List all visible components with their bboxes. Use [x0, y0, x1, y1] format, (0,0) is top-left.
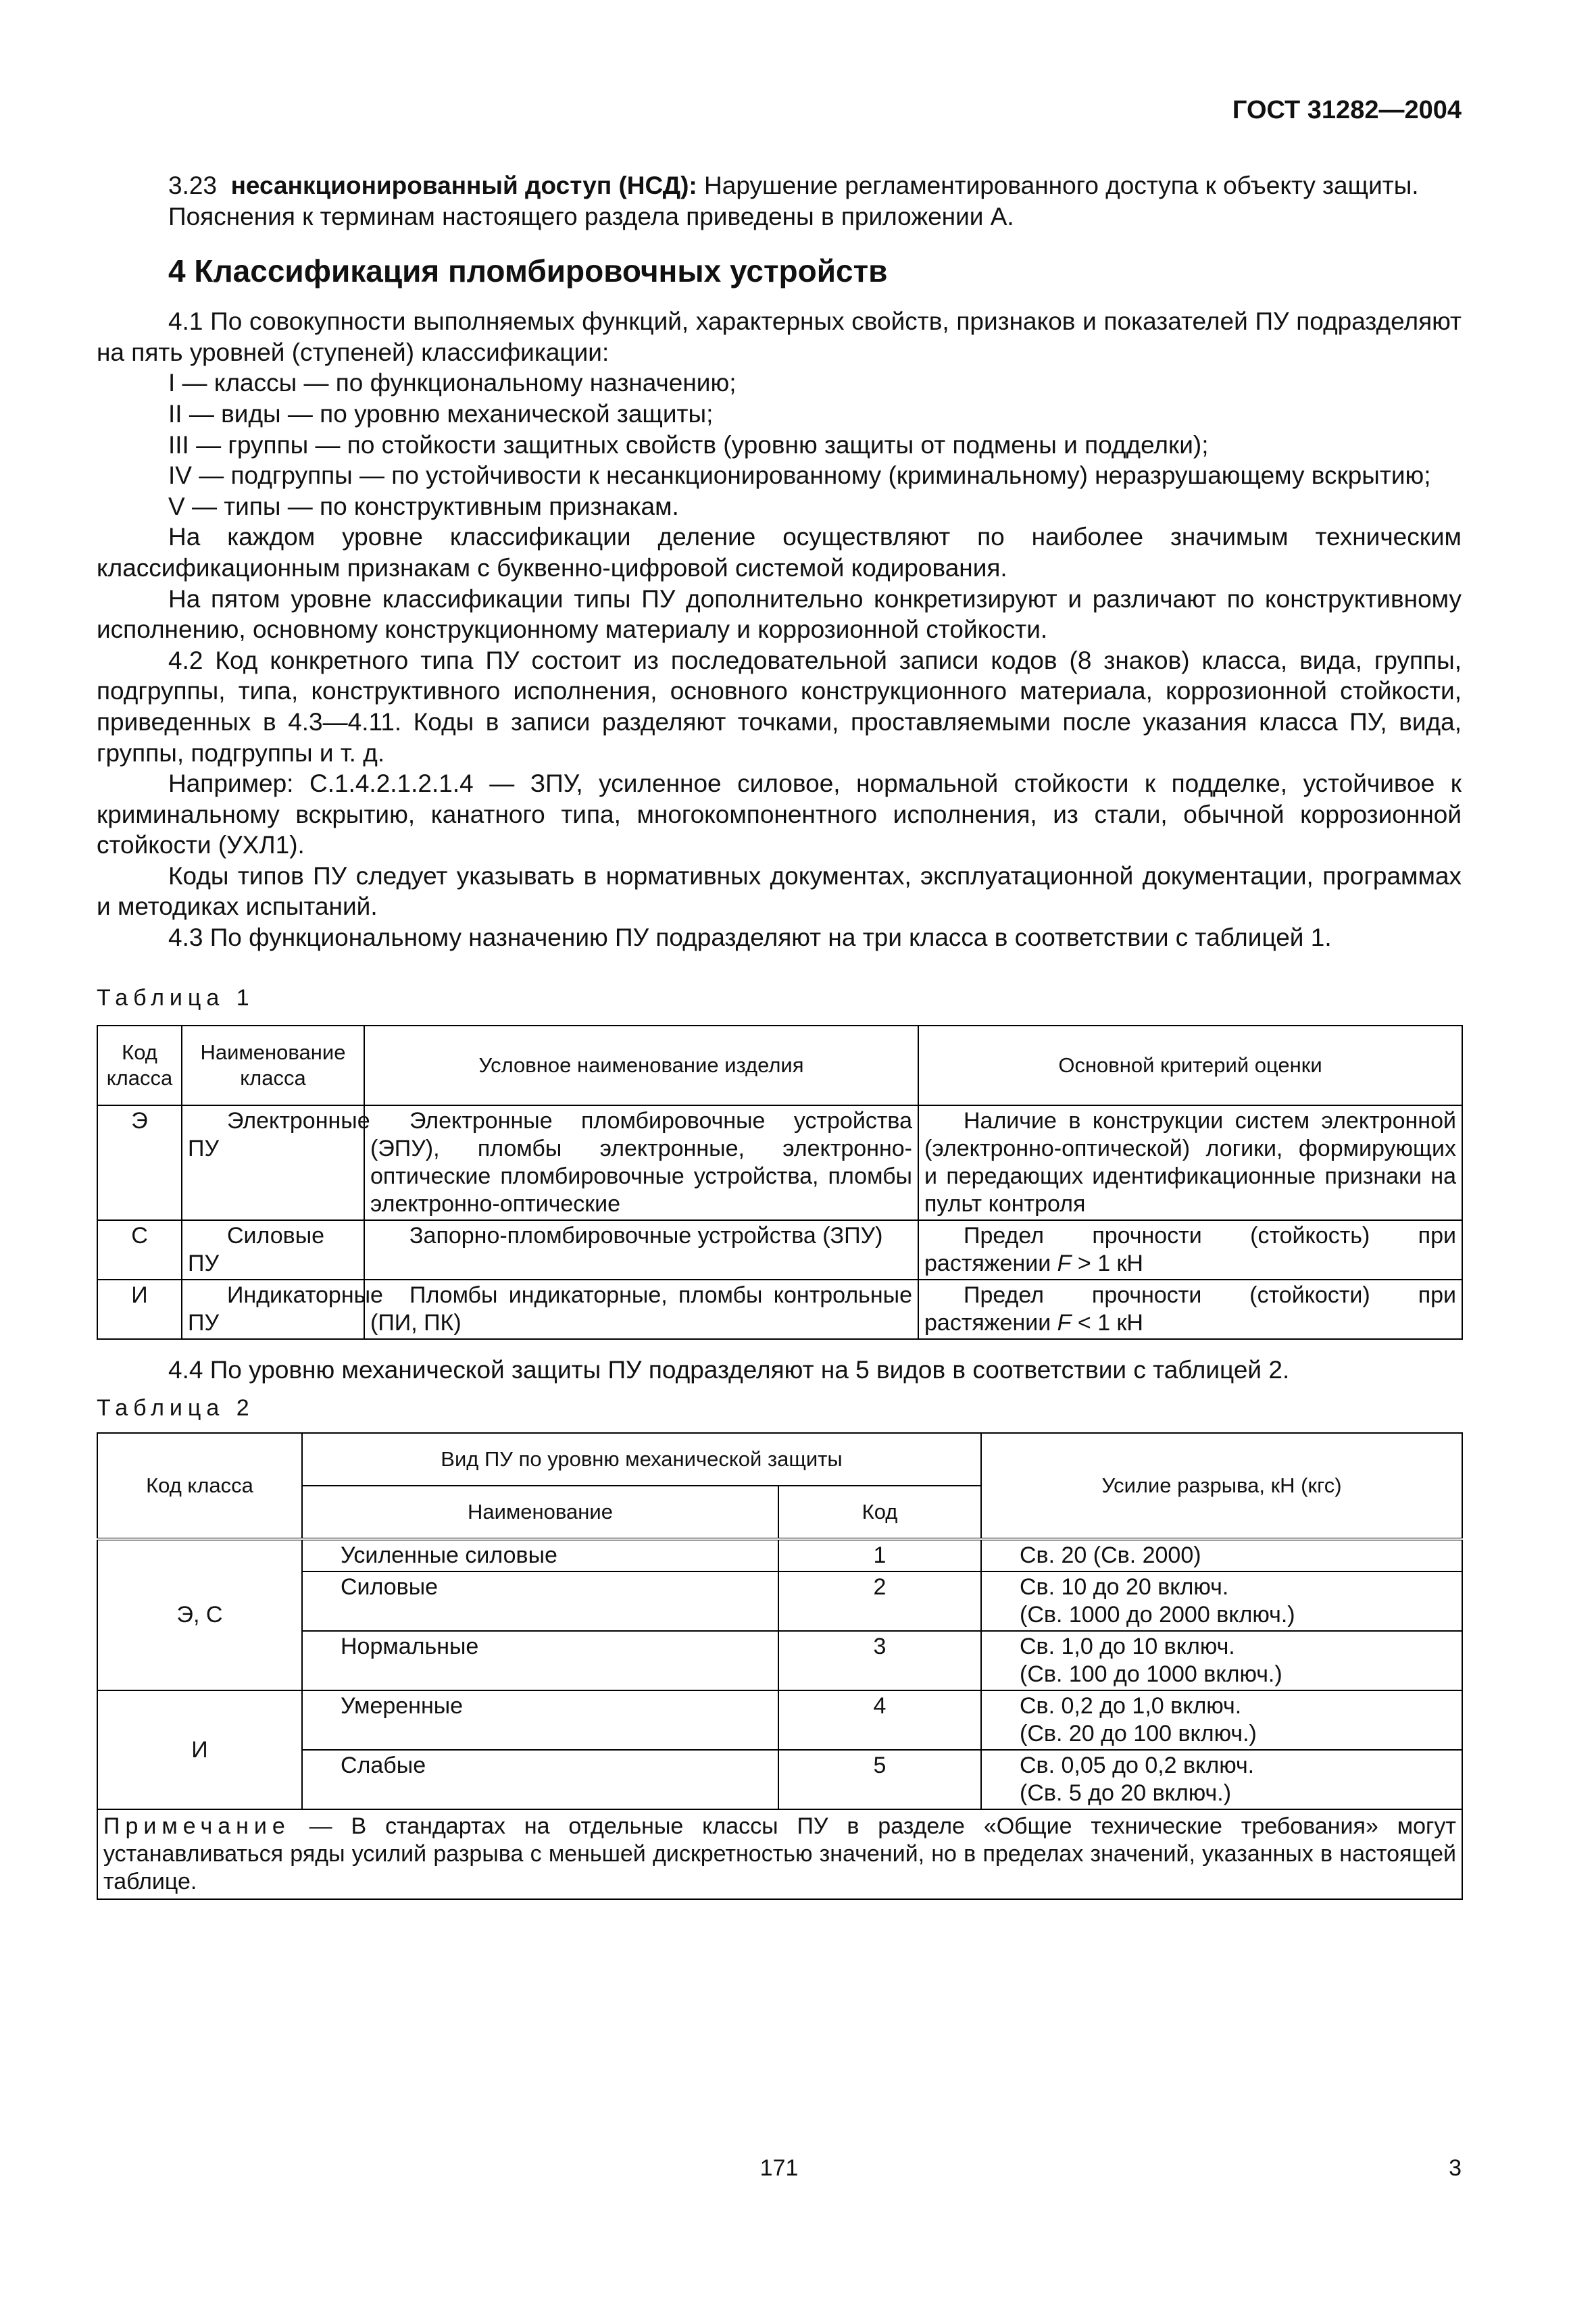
- force-kn: Св. 20 (Св. 2000): [1020, 1542, 1201, 1569]
- cell-name: Слабые: [302, 1750, 778, 1809]
- cell-name: Индикаторные ПУ: [182, 1280, 364, 1339]
- cell-code: И: [97, 1280, 182, 1339]
- force-kgs: (Св. 5 до 20 включ.): [1020, 1780, 1232, 1807]
- cell-class: Э, С: [97, 1539, 302, 1690]
- cell-criterion: [918, 1280, 1462, 1339]
- paragraph-4-2: 4.2 Код конкретного типа ПУ состоит из последовательной записи кодов (8 знаков) класса, вида, группы, подгруппы, типа, конструктивного исполнения, основного конструкционного материала, коррозионной стойкости, приведенных в 4.3—4.11. Коды в записи разделяют точками, проставляемыми после указания класса ПУ, вида, группы, подгруппы и т. д.: [97, 646, 1462, 767]
- table-header-row: [97, 1433, 1462, 1486]
- table-1-caption: Таблица 1: [97, 984, 255, 1011]
- table-note-row: [97, 1809, 1462, 1899]
- header-criterion: Основной критерий оценки: [918, 1026, 1462, 1105]
- paragraph-4-3: 4.3 По функциональному назначению ПУ подразделяют на три класса в соответствии с таблицей 1.: [168, 924, 1332, 952]
- force-kn: Св. 0,05 до 0,2 включ.: [1020, 1753, 1255, 1779]
- paragraph-each-level: На каждом уровне классификации деление осуществляют по наиболее значимым техническим классификационным признакам с буквенно-цифровой системой кодирования.: [97, 523, 1462, 582]
- table-note: [97, 1809, 1462, 1899]
- cell-code: Э: [97, 1105, 182, 1220]
- footer-number: 171: [759, 2155, 799, 2181]
- cell-code: 3: [778, 1631, 981, 1690]
- table-row: [97, 1280, 1462, 1339]
- cell-product: Электронные пломбировочные устройства (ЭПУ), пломбы электронные, электронно-оптические пломбировочные устройства, пломбы электронно-оптические: [364, 1105, 918, 1220]
- cell-force: [981, 1631, 1462, 1690]
- table-1: [97, 1025, 1463, 1340]
- header-name: Наименование: [302, 1486, 778, 1539]
- criterion-text: Предел прочности (стойкости) при растяжении: [924, 1282, 1456, 1336]
- table-row: [97, 1631, 1462, 1690]
- cell-force: [981, 1571, 1462, 1631]
- cell-name: Нормальные: [302, 1631, 778, 1690]
- paragraph-codes: Коды типов ПУ следует указывать в нормативных документах, эксплуатационной документации, программах и методиках испытаний.: [97, 861, 1462, 921]
- header-group: Вид ПУ по уровню механической защиты: [302, 1433, 981, 1486]
- criterion-value: > 1 кН: [1071, 1250, 1143, 1276]
- header-class-code: Код класса: [97, 1026, 182, 1105]
- cell-code: 2: [778, 1571, 981, 1631]
- term-name: несанкционированный доступ (НСД):: [230, 172, 697, 199]
- cell-force: [981, 1750, 1462, 1809]
- criterion-value: < 1 кН: [1071, 1309, 1143, 1336]
- force-kn: Св. 0,2 до 1,0 включ.: [1020, 1693, 1242, 1719]
- header-class-code: Код класса: [97, 1433, 302, 1539]
- table-row: [97, 1539, 1462, 1571]
- paragraph-4-4: 4.4 По уровню механической защиты ПУ подразделяют на 5 видов в соответствии с таблицей 2.: [168, 1355, 1290, 1384]
- paragraph-fifth-level: На пятом уровне классификации типы ПУ дополнительно конкретизируют и различают по конструктивному исполнению, основному конструкционному материалу и коррозионной стойкости.: [97, 584, 1462, 644]
- header-class-name: Наименование класса: [182, 1026, 364, 1105]
- criterion-text: Предел прочности (стойкость) при растяжении: [924, 1222, 1456, 1276]
- term-definition: Нарушение регламентированного доступа к объекту защиты.: [704, 172, 1419, 199]
- cell-code: 4: [778, 1690, 981, 1750]
- note-text: — В стандартах на отдельные классы ПУ в разделе «Общие технические требования» могут устанавливаться ряды усилий разрыва с меньшей дискретностью значений, но в пределах значений, указанных в настоящей таблице.: [103, 1813, 1456, 1895]
- cell-force: [981, 1539, 1462, 1571]
- header-product-name: Условное наименование изделия: [364, 1026, 918, 1105]
- standard-designation: ГОСТ 31282—2004: [1232, 96, 1462, 124]
- table-2-caption: Таблица 2: [97, 1395, 255, 1422]
- explanations-note: Пояснения к терминам настоящего раздела приведены в приложении А.: [168, 202, 1014, 230]
- table-row: [97, 1220, 1462, 1280]
- force-kgs: (Св. 20 до 100 включ.): [1020, 1721, 1257, 1747]
- table-row: [97, 1750, 1462, 1809]
- table-header-row: [97, 1026, 1462, 1105]
- force-kgs: (Св. 1000 до 2000 включ.): [1020, 1602, 1295, 1628]
- cell-criterion: [918, 1220, 1462, 1280]
- cell-name: Усиленные силовые: [302, 1539, 778, 1571]
- force-kn: Св. 10 до 20 включ.: [1020, 1574, 1229, 1601]
- level-2: II — виды — по уровню механической защиты;: [168, 399, 714, 428]
- term-number: 3.23: [168, 172, 218, 199]
- cell-class: И: [97, 1690, 302, 1809]
- level-1: I — классы — по функциональному назначению;: [168, 369, 737, 397]
- table-row: [97, 1571, 1462, 1631]
- force-kn: Св. 1,0 до 10 включ.: [1020, 1634, 1235, 1660]
- table-row: [97, 1690, 1462, 1750]
- cell-criterion: Наличие в конструкции систем электронной (электронно-оптической) логики, формирующих и передающих идентификационные признаки на пульт контроля: [918, 1105, 1462, 1220]
- level-4: IV — подгруппы — по устойчивости к несанкционированному (криминальному) неразрушающему вскрытию;: [168, 461, 1431, 490]
- cell-name: Силовые ПУ: [182, 1220, 364, 1280]
- header-code: Код: [778, 1486, 981, 1539]
- cell-force: [981, 1690, 1462, 1750]
- force-kgs: (Св. 100 до 1000 включ.): [1020, 1661, 1282, 1688]
- table-row: [97, 1105, 1462, 1220]
- section-4-title: 4 Классификация пломбировочных устройств: [168, 253, 888, 289]
- criterion-variable: F: [1057, 1250, 1072, 1276]
- body-text: [97, 170, 1462, 1900]
- cell-product: Пломбы индикаторные, пломбы контрольные (ПИ, ПК): [364, 1280, 918, 1339]
- page-number: 3: [1449, 2155, 1462, 2181]
- cell-name: Силовые: [302, 1571, 778, 1631]
- paragraph-example: Например: С.1.4.2.1.2.1.4 — ЗПУ, усиленное силовое, нормальной стойкости к подделке, устойчивое к криминальному вскрытию, канатного типа, многокомпонентного исполнения, из стали, обычной коррозионной стойкости (УХЛ1).: [97, 770, 1462, 859]
- cell-code: 1: [778, 1539, 981, 1571]
- cell-code: С: [97, 1220, 182, 1280]
- table-2: [97, 1432, 1463, 1900]
- cell-product: Запорно-пломбировочные устройства (ЗПУ): [364, 1220, 918, 1280]
- cell-code: 5: [778, 1750, 981, 1809]
- criterion-variable: F: [1057, 1309, 1072, 1336]
- level-3: III — группы — по стойкости защитных свойств (уровню защиты от подмены и подделки);: [168, 430, 1209, 459]
- paragraph-4-1: 4.1 По совокупности выполняемых функций, характерных свойств, признаков и показателей ПУ подразделяют на пять уровней (ступеней) классификации:: [97, 307, 1462, 366]
- cell-name: Электронные ПУ: [182, 1105, 364, 1220]
- level-5: V — типы — по конструктивным признакам.: [168, 492, 679, 520]
- header-force: Усилие разрыва, кН (кгс): [981, 1433, 1462, 1539]
- term-3-23: [97, 170, 1462, 201]
- note-label: Примечание: [103, 1813, 291, 1840]
- cell-name: Умеренные: [302, 1690, 778, 1750]
